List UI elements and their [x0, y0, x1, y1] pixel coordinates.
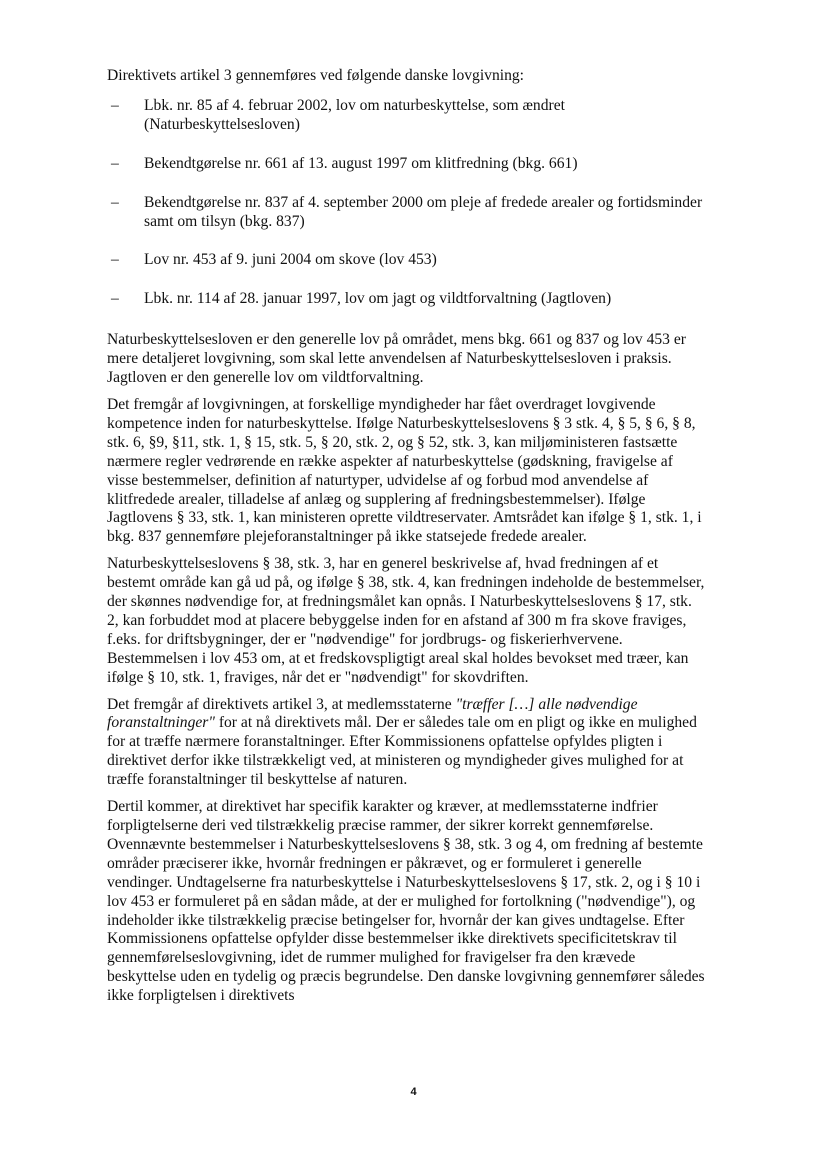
paragraph-competence: Det fremgår af lovgivningen, at forskellige myndigheder har fået overdraget lovgivende kompetence inden for naturbeskyttelse. Ifølge Naturbeskyttelseslovens § 3 stk. 4, § 5, § 6, § 8, stk. 6, §9, §11, stk. 1, § 15, stk. 5, § 20, stk. 2, og § 52, stk. 3, kan miljøministeren fastsætte nærmere regler vedrørende en række aspekter af naturbeskyttelse (gødskning, fravigelse af visse bestemmelser, definition af naturtyper, udvidelse af og forbud mod anvendelse af klitfredede arealer, tilladelse af anlæg og supplering af fredningsbestemmelser). Ifølge Jagtlovens § 33, stk. 1, kan ministeren oprette vildtreservater. Amtsrådet kan ifølge § 1, stk. 1, i bkg. 837 gennemføre plejeforanstaltninger på ikke statsejede fredede arealer. [107, 395, 702, 546]
directive-quote: "træffer […] alle nødvendige foranstaltninger" [107, 695, 638, 732]
legislation-text: Lbk. nr. 85 af 4. februar 2002, lov om naturbeskyttelse, som ændret (Naturbeskyttelsesloven) [144, 96, 565, 133]
list-dash: – [111, 96, 119, 114]
legislation-item [107, 290, 707, 309]
document-body [107, 67, 707, 1014]
intro-text: Direktivets artikel 3 gennemføres ved følgende danske lovgivning: [107, 67, 525, 84]
legislation-text: Lbk. nr. 114 af 28. januar 1997, lov om jagt og vildtforvaltning (Jagtloven) [144, 290, 612, 308]
legislation-item [107, 155, 707, 174]
paragraph-obligation [107, 696, 707, 791]
legislation-text: Bekendtgørelse nr. 837 af 4. september 2000 om pleje af fredede arealer og fortidsminder samt om tilsyn (bkg. 837) [144, 193, 703, 230]
list-dash: – [111, 290, 119, 308]
paragraph-obligation-start: Det fremgår af direktivets artikel 3, at medlemsstaterne [107, 695, 456, 713]
paragraph-specificity: Dertil kommer, at direktivet har specifik karakter og kræver, at medlemsstaterne indfrier forpligtelserne deri ved tilstrækkelig præcise rammer, der sikrer korrekt gennemførelse. Ovennævnte bestemmelser i Naturbeskyttelseslovens § 38, stk. 3 og 4, om fredning af bestemte områder præciserer ikke, hvornår fredningen er påkrævet, og er formuleret i generelle vendinger. Undtagelserne fra naturbeskyttelse i Naturbeskyttelseslovens § 17, stk. 2, og i § 10 i lov 453 er formuleret på en sådan måde, at der er mulighed for fortolkning ("nødvendige"), og indeholder ikke tilstrækkelig præcise betingelser for, hvornår der kan gives undtagelse. Efter Kommissionens opfattelse opfylder disse bestemmelser ikke direktivets specificitetskrav til gennemførelseslovgivning, idet de rummer mulighed for fravigelser fra den krævede beskyttelse uden en tydelig og præcis begrundelse. Den danske lovgivning gennemfører således ikke forpligtelsen i direktivets [107, 798, 705, 1005]
list-dash: – [111, 193, 119, 211]
page-number: 4 [410, 1086, 417, 1098]
legislation-item [107, 194, 707, 232]
legislation-list [107, 97, 707, 309]
legislation-item [107, 251, 707, 270]
paragraph-general-law: Naturbeskyttelsesloven er den generelle lov på området, mens bkg. 661 og 837 og lov 453 er mere detaljeret lovgivning, som skal lette anvendelsen af Naturbeskyttelsesloven i praksis. Jagtloven er den generelle lov om vildtforvaltning. [107, 331, 686, 387]
list-dash: – [111, 251, 119, 269]
legislation-item [107, 97, 707, 135]
legislation-text: Lov nr. 453 af 9. juni 2004 om skove (lov 453) [144, 251, 437, 269]
legislation-text: Bekendtgørelse nr. 661 af 13. august 1997 om klitfredning (bkg. 661) [144, 154, 578, 172]
list-dash: – [111, 154, 119, 172]
paragraph-protection-provisions: Naturbeskyttelseslovens § 38, stk. 3, har en generel beskrivelse af, hvad fredningen af et bestemt område kan gå ud på, og ifølge § 38, stk. 4, kan fredningen indeholde de bestemmelser, der skønnes nødvendige for, at fredningsmålet kan opnås. I Naturbeskyttelseslovens § 17, stk. 2, kan forbuddet mod at placere bebyggelse inden for en afstand af 300 m fra skove fraviges, f.eks. for driftsbygninger, der er "nødvendige" for jordbrugs- og fiskerierhvervene. Bestemmelsen i lov 453 om, at et fredskovspligtigt areal skal holdes bevokset med træer, kan ifølge § 10, stk. 1, fraviges, når det er "nødvendigt" for skovdriften. [107, 555, 705, 686]
paragraph-obligation-end: for at nå direktivets mål. Der er således tale om en pligt og ikke en mulighed for at træffe nærmere foranstaltninger. Efter Kommissionens opfattelse opfyldes pligten i direktivet derfor ikke tilstrækkeligt ved, at ministeren og myndigheder gives mulighed for at træffe foranstaltninger til beskyttelse af naturen. [107, 714, 697, 789]
